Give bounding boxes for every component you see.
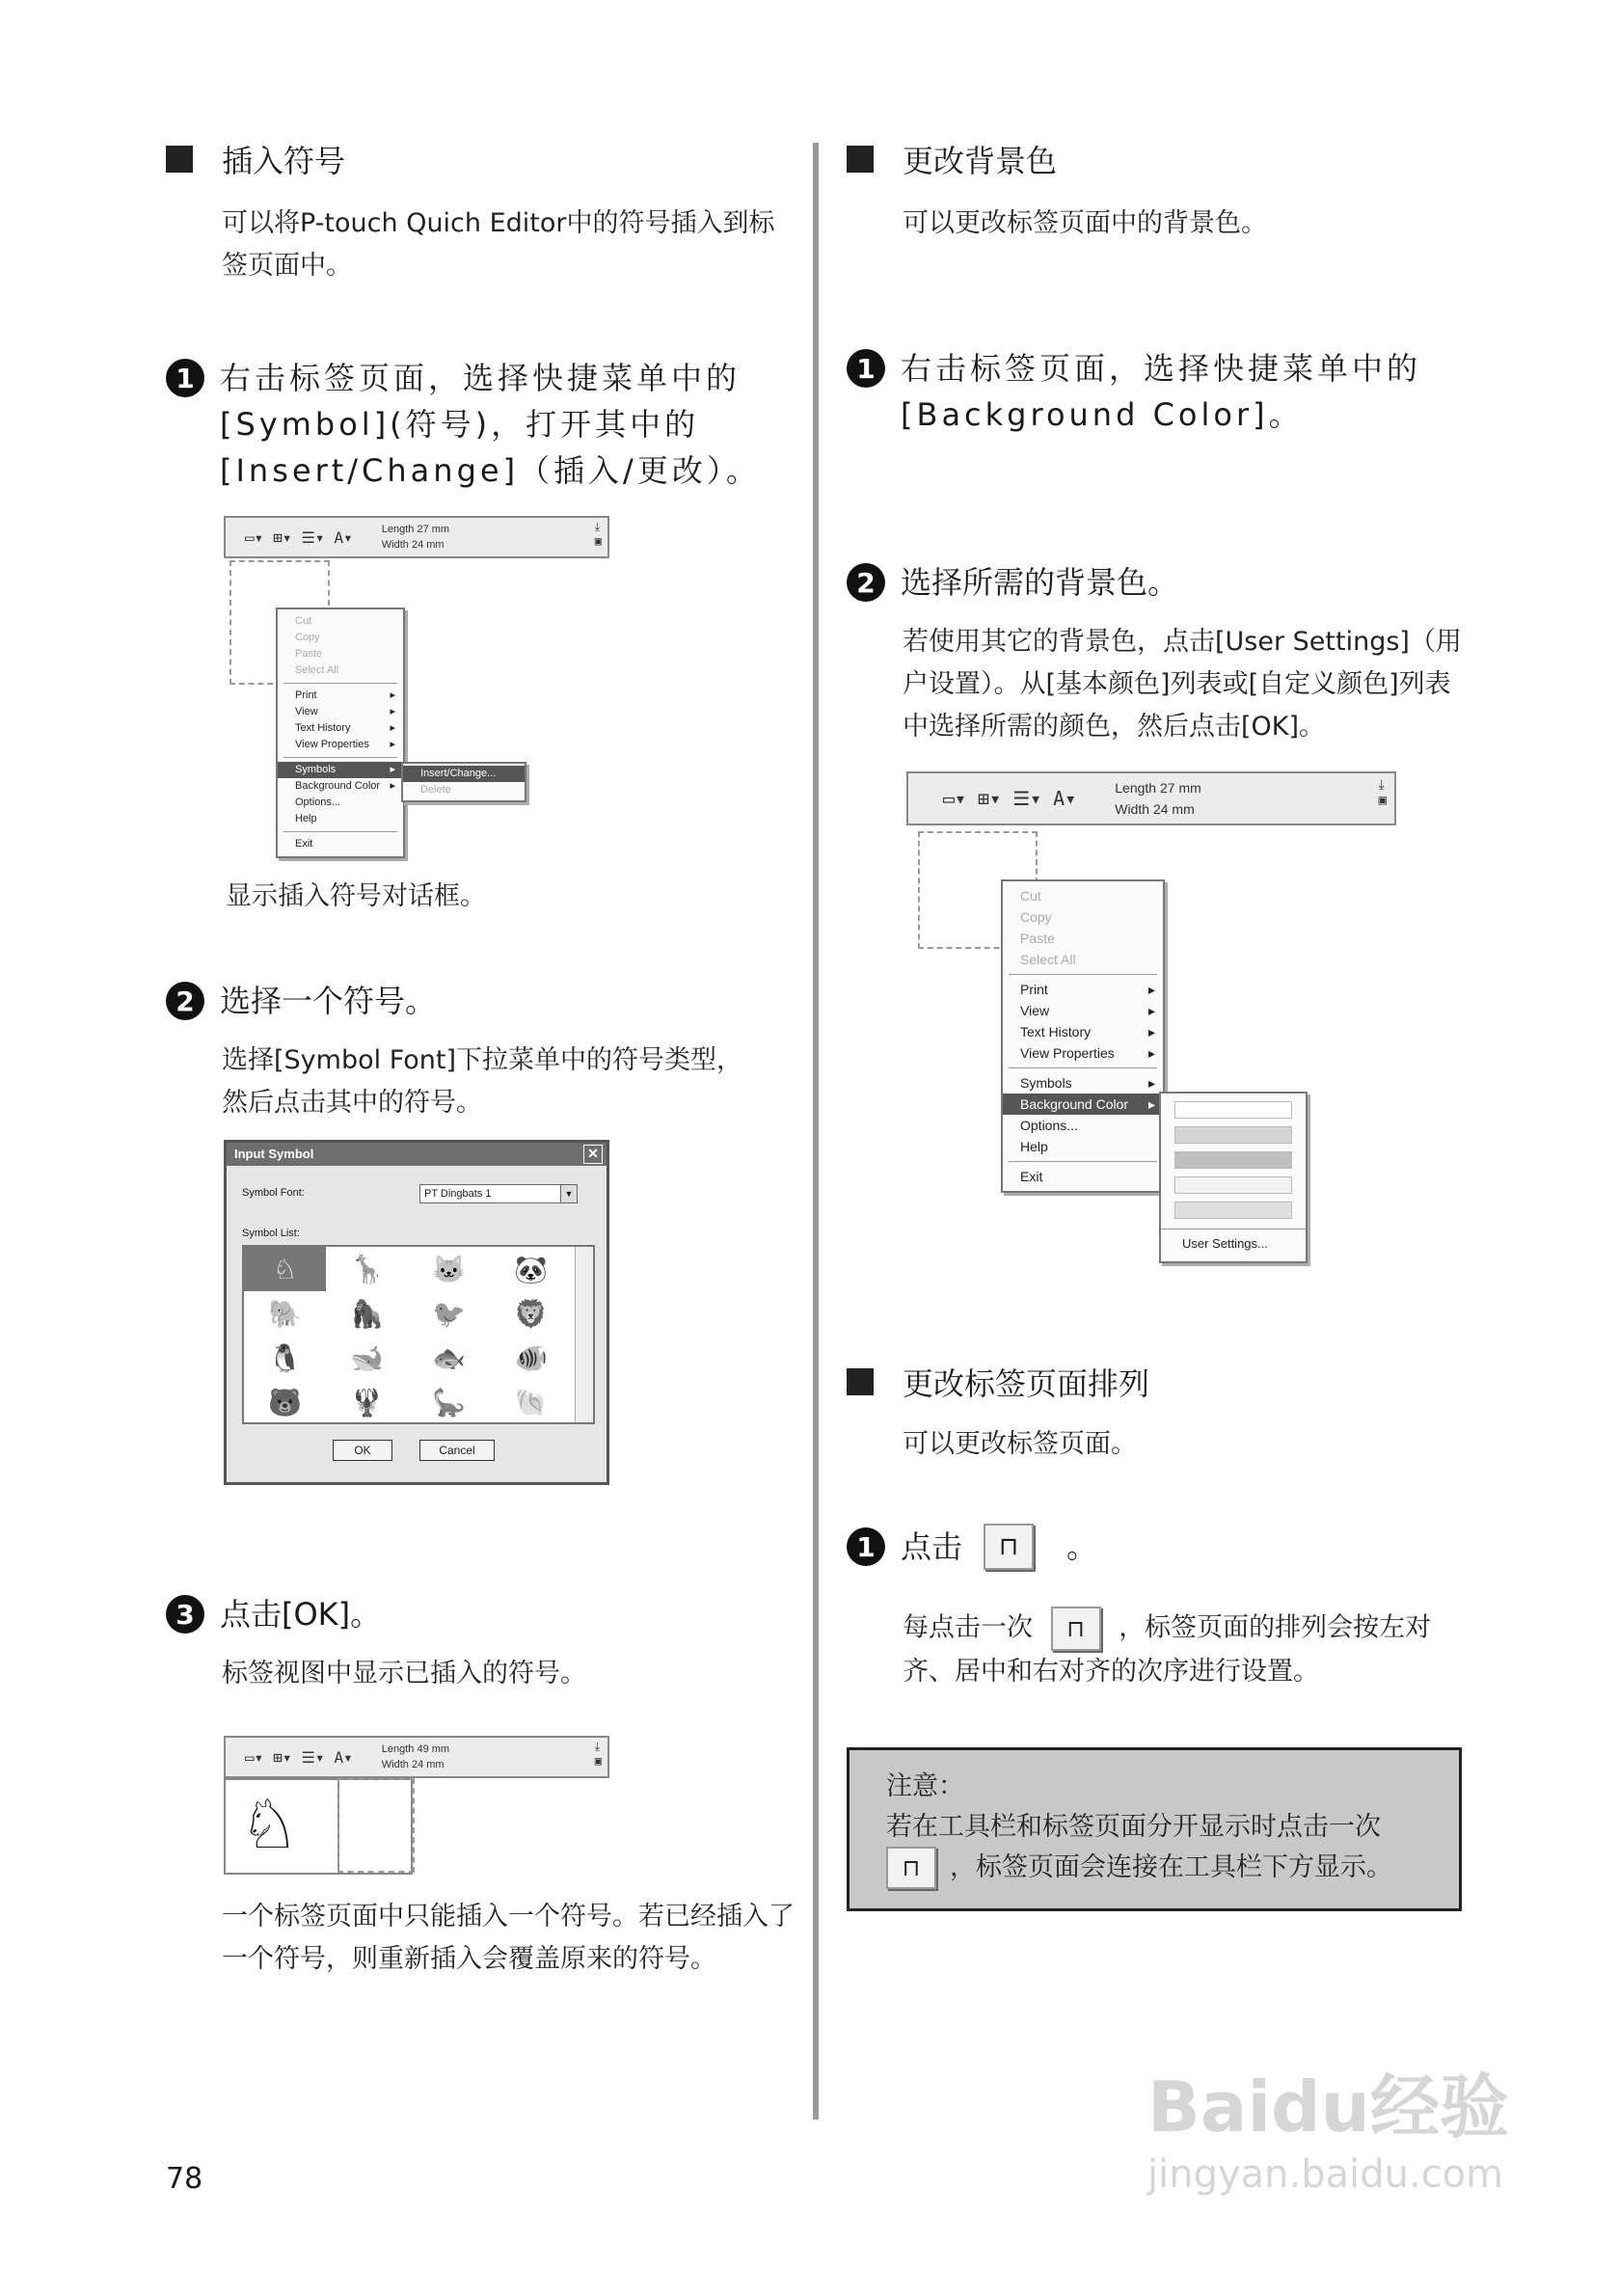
- step-2-desc: 若使用其它的背景色，点击[User Settings]（用户设置）。从[基本颜色]列表或[自定义颜色]列表中选择所需的颜色，然后点击[OK]。: [903, 627, 1462, 742]
- chevron-right-icon: ▸: [390, 764, 395, 775]
- color-submenu: [1159, 1092, 1308, 1263]
- symbol-cell[interactable]: 🦁: [514, 1298, 548, 1329]
- symbol-font-value: PT Dingbats 1: [424, 1188, 492, 1200]
- step-number-badge: 1: [847, 1527, 885, 1566]
- desc-before: 每点击一次: [903, 1612, 1033, 1643]
- scrollbar[interactable]: [575, 1247, 593, 1422]
- menu-item-view[interactable]: View ▸: [278, 704, 403, 720]
- menu-item-background-color[interactable]: Background Color ▸: [278, 778, 403, 795]
- watermark-brand: Baidu经验: [1147, 2066, 1509, 2147]
- symbol-list: [242, 1245, 595, 1424]
- zoom-icon[interactable]: ⊞▾: [273, 527, 292, 547]
- watermark: [1147, 2064, 1552, 2256]
- menu-item-symbols[interactable]: Symbols ▸: [278, 762, 403, 778]
- chevron-right-icon: ▸: [390, 739, 395, 750]
- step-1: [166, 355, 802, 494]
- section-title: 更改背景色: [903, 143, 1058, 179]
- lines-icon[interactable]: ☰▾: [301, 1747, 325, 1767]
- step-text: 点击[OK]。: [220, 1596, 382, 1633]
- section-title: 更改标签页面排列: [903, 1365, 1150, 1402]
- step-text-before: 点击: [901, 1528, 963, 1565]
- step-3: [166, 1591, 381, 1637]
- dock-icon[interactable]: ⤓ ▣: [1378, 777, 1387, 808]
- section-header-arrangement: [847, 1360, 1149, 1404]
- close-icon[interactable]: ✕: [583, 1145, 603, 1164]
- font-icon[interactable]: A▾: [334, 1747, 353, 1767]
- symbol-cell[interactable]: 🐟: [432, 1342, 466, 1373]
- caption-1: 显示插入符号对话框。: [226, 881, 486, 911]
- step-text: 右击标签页面，选择快捷菜单中的[Background Color]。: [901, 350, 1422, 433]
- symbol-cell[interactable]: 🐋: [350, 1342, 384, 1373]
- chevron-right-icon: ▸: [1147, 1045, 1155, 1061]
- symbol-cell[interactable]: 🐦: [432, 1298, 466, 1329]
- symbol-cell[interactable]: ♘: [244, 1247, 326, 1291]
- menu-item-help[interactable]: Help: [1020, 1139, 1048, 1154]
- chevron-right-icon: ▸: [1147, 1024, 1155, 1040]
- step-2: [847, 559, 1178, 606]
- menu-item-help[interactable]: Help: [295, 813, 317, 824]
- step-number-badge: 1: [166, 359, 204, 397]
- step-1-click: [847, 1524, 1097, 1570]
- lines-icon[interactable]: ☰▾: [301, 527, 325, 547]
- menu-item-print[interactable]: Print ▸: [1003, 979, 1163, 1000]
- dock-icon[interactable]: ⤓ ▣: [594, 1740, 602, 1768]
- menu-item-view-properties[interactable]: View Properties ▸: [1003, 1042, 1163, 1064]
- menu-item-view[interactable]: View ▸: [1003, 1000, 1163, 1021]
- width-readout: Width 24 mm: [1115, 801, 1195, 817]
- square-bullet-icon: [166, 146, 193, 173]
- menu-item-select-all[interactable]: Select All: [295, 664, 339, 676]
- screenshot-context-menu: [224, 516, 609, 863]
- menu-item-text-history[interactable]: Text History ▸: [278, 720, 403, 737]
- section-intro: 可以将P-touch Quich Editor中的符号插入到标签页面中。: [222, 208, 775, 281]
- menu-item-copy[interactable]: Copy: [1020, 909, 1052, 925]
- note-text: 一个标签页面中只能插入一个符号。若已经插入了一个符号，则重新插入会覆盖原来的符号。: [222, 1902, 795, 1974]
- symbol-cell[interactable]: 🐻: [268, 1387, 302, 1418]
- chevron-right-icon: ▸: [390, 722, 395, 734]
- step-number-badge: 1: [847, 349, 885, 388]
- step-1-desc: [903, 1607, 1471, 1693]
- symbol-cell[interactable]: 🐱: [432, 1254, 466, 1284]
- zoom-icon[interactable]: ⊞▾: [273, 1747, 292, 1767]
- context-menu: [1001, 879, 1165, 1193]
- label-page-extent: [337, 1778, 415, 1873]
- length-readout: Length 27 mm: [381, 524, 450, 535]
- symbol-cell[interactable]: 🐼: [514, 1254, 548, 1284]
- length-readout: Length 49 mm: [381, 1743, 450, 1755]
- layout-icon[interactable]: ▭▾: [943, 787, 967, 810]
- chevron-right-icon: ▸: [1147, 1003, 1155, 1018]
- note-line-2-wrap: [886, 1847, 1392, 1889]
- page-number: 78: [166, 2162, 203, 2196]
- menu-item-cut[interactable]: Cut: [295, 615, 312, 627]
- color-swatch-pale[interactable]: [1174, 1202, 1292, 1219]
- width-readout: Width 24 mm: [381, 539, 445, 551]
- symbol-cell[interactable]: 🐧: [268, 1342, 302, 1373]
- symbol-cell[interactable]: 🐘: [268, 1298, 302, 1329]
- step-text: 右击标签页面，选择快捷菜单中的[Symbol](符号)，打开其中的[Insert/Change]（插入/更改）。: [220, 360, 761, 489]
- menu-item-exit[interactable]: Exit: [1020, 1169, 1043, 1184]
- square-bullet-icon: [847, 1368, 874, 1395]
- screenshot-background-color-menu: [906, 771, 1387, 1273]
- step-3-desc: 标签视图中显示已插入的符号。: [222, 1659, 586, 1688]
- note-line-2: ，标签页面会连接在工具栏下方显示。: [950, 1852, 1392, 1882]
- menu-item-options[interactable]: Options...: [1020, 1118, 1078, 1133]
- lines-icon[interactable]: ☰▾: [1012, 787, 1042, 810]
- cancel-button[interactable]: Cancel: [419, 1440, 495, 1461]
- context-menu: [276, 608, 405, 858]
- font-label: Symbol Font:: [242, 1187, 305, 1199]
- chevron-right-icon: ▸: [390, 689, 395, 701]
- step-1: [847, 345, 1464, 438]
- color-swatch-gray[interactable]: [1174, 1126, 1292, 1144]
- input-symbol-dialog: [224, 1140, 609, 1485]
- step-text-after: 。: [1066, 1528, 1098, 1565]
- menu-item-background-color[interactable]: Background Color ▸: [1003, 1094, 1163, 1115]
- note-title: 注意：: [886, 1771, 964, 1801]
- symbol-cell[interactable]: 🐚: [514, 1387, 548, 1418]
- color-swatch-silver[interactable]: [1174, 1151, 1292, 1169]
- step-text: 选择一个符号。: [220, 983, 437, 1019]
- symbol-cell[interactable]: 🦕: [432, 1387, 466, 1418]
- menu-item-text-history[interactable]: Text History ▸: [1003, 1021, 1163, 1042]
- step-number-badge: 3: [166, 1595, 204, 1634]
- menu-item-select-all[interactable]: Select All: [1020, 952, 1076, 967]
- symbol-cell[interactable]: 🦒: [350, 1254, 384, 1284]
- horse-symbol-icon: ♘: [239, 1785, 300, 1864]
- symbol-cell[interactable]: 🦍: [350, 1298, 384, 1329]
- menu-item-paste[interactable]: Paste: [295, 648, 323, 660]
- symbols-submenu: [401, 762, 526, 802]
- dialog-title: Input Symbol: [234, 1147, 314, 1161]
- font-icon[interactable]: A▾: [334, 527, 353, 547]
- symbol-cell[interactable]: 🐠: [514, 1342, 548, 1373]
- note-box: [847, 1747, 1462, 1911]
- chevron-right-icon: ▸: [1147, 1096, 1155, 1112]
- section-title: 插入符号: [222, 143, 346, 179]
- color-swatch-light[interactable]: [1174, 1176, 1292, 1194]
- step-2: [166, 978, 436, 1024]
- menu-item-cut[interactable]: Cut: [1020, 888, 1041, 904]
- menu-item-insert-change[interactable]: Insert/Change...: [403, 766, 525, 782]
- column-divider: [813, 143, 819, 2120]
- section-header-background-color: [847, 137, 1057, 181]
- zoom-icon[interactable]: ⊞▾: [978, 787, 1002, 810]
- step-text: 选择所需的背景色。: [901, 564, 1179, 601]
- chevron-down-icon[interactable]: ▼: [560, 1185, 577, 1202]
- dock-icon[interactable]: ⤓ ▣: [594, 520, 602, 548]
- toolbar: [224, 516, 609, 558]
- section-intro: 可以更改标签页面。: [903, 1429, 1137, 1459]
- menu-item-options[interactable]: Options...: [295, 797, 341, 808]
- symbol-font-select[interactable]: [419, 1184, 578, 1203]
- dialog-titlebar: [227, 1143, 607, 1166]
- layout-icon[interactable]: ▭▾: [245, 1747, 264, 1767]
- desc-after: ，标签页面的排列会按左对齐、居中和右对齐的次序进行设置。: [903, 1612, 1432, 1687]
- toolbar: [906, 771, 1396, 825]
- chevron-right-icon: ▸: [390, 780, 395, 792]
- arrange-button-icon: ⊓: [1051, 1607, 1101, 1651]
- step-number-badge: 2: [847, 563, 885, 602]
- menu-item-paste[interactable]: Paste: [1020, 931, 1055, 946]
- step-number-badge: 2: [166, 982, 204, 1020]
- menu-item-delete[interactable]: Delete: [420, 784, 451, 796]
- note-line-1: 若在工具栏和标签页面分开显示时点击一次: [886, 1812, 1381, 1842]
- section-intro: 可以更改标签页面中的背景色。: [903, 208, 1267, 238]
- ok-button[interactable]: OK: [333, 1440, 392, 1461]
- arrange-button-icon: ⊓: [886, 1847, 936, 1889]
- toolbar: [224, 1736, 609, 1778]
- menu-item-view-properties[interactable]: View Properties ▸: [278, 737, 403, 753]
- user-settings-item[interactable]: User Settings...: [1182, 1236, 1268, 1251]
- screenshot-label-view: [224, 1736, 609, 1880]
- square-bullet-icon: [847, 146, 874, 173]
- color-swatch-white[interactable]: [1174, 1101, 1292, 1119]
- layout-icon[interactable]: ▭▾: [245, 527, 264, 547]
- chevron-right-icon: ▸: [390, 706, 395, 717]
- menu-item-symbols[interactable]: Symbols ▸: [1003, 1072, 1163, 1094]
- menu-item-copy[interactable]: Copy: [295, 632, 320, 643]
- width-readout: Width 24 mm: [381, 1759, 445, 1770]
- menu-item-print[interactable]: Print ▸: [278, 688, 403, 704]
- list-label: Symbol List:: [242, 1228, 300, 1239]
- font-icon[interactable]: A▾: [1053, 787, 1077, 810]
- step-2-desc: 选择[Symbol Font]下拉菜单中的符号类型，然后点击其中的符号。: [222, 1045, 743, 1118]
- watermark-url: jingyan.baidu.com: [1147, 2152, 1504, 2197]
- arrange-button-icon[interactable]: ⊓: [984, 1524, 1034, 1570]
- length-readout: Length 27 mm: [1115, 780, 1201, 796]
- chevron-right-icon: ▸: [1147, 982, 1155, 997]
- symbol-cell[interactable]: 🦞: [350, 1387, 384, 1418]
- section-header-insert-symbol: [166, 137, 345, 181]
- chevron-right-icon: ▸: [1147, 1075, 1155, 1091]
- menu-item-exit[interactable]: Exit: [295, 838, 313, 850]
